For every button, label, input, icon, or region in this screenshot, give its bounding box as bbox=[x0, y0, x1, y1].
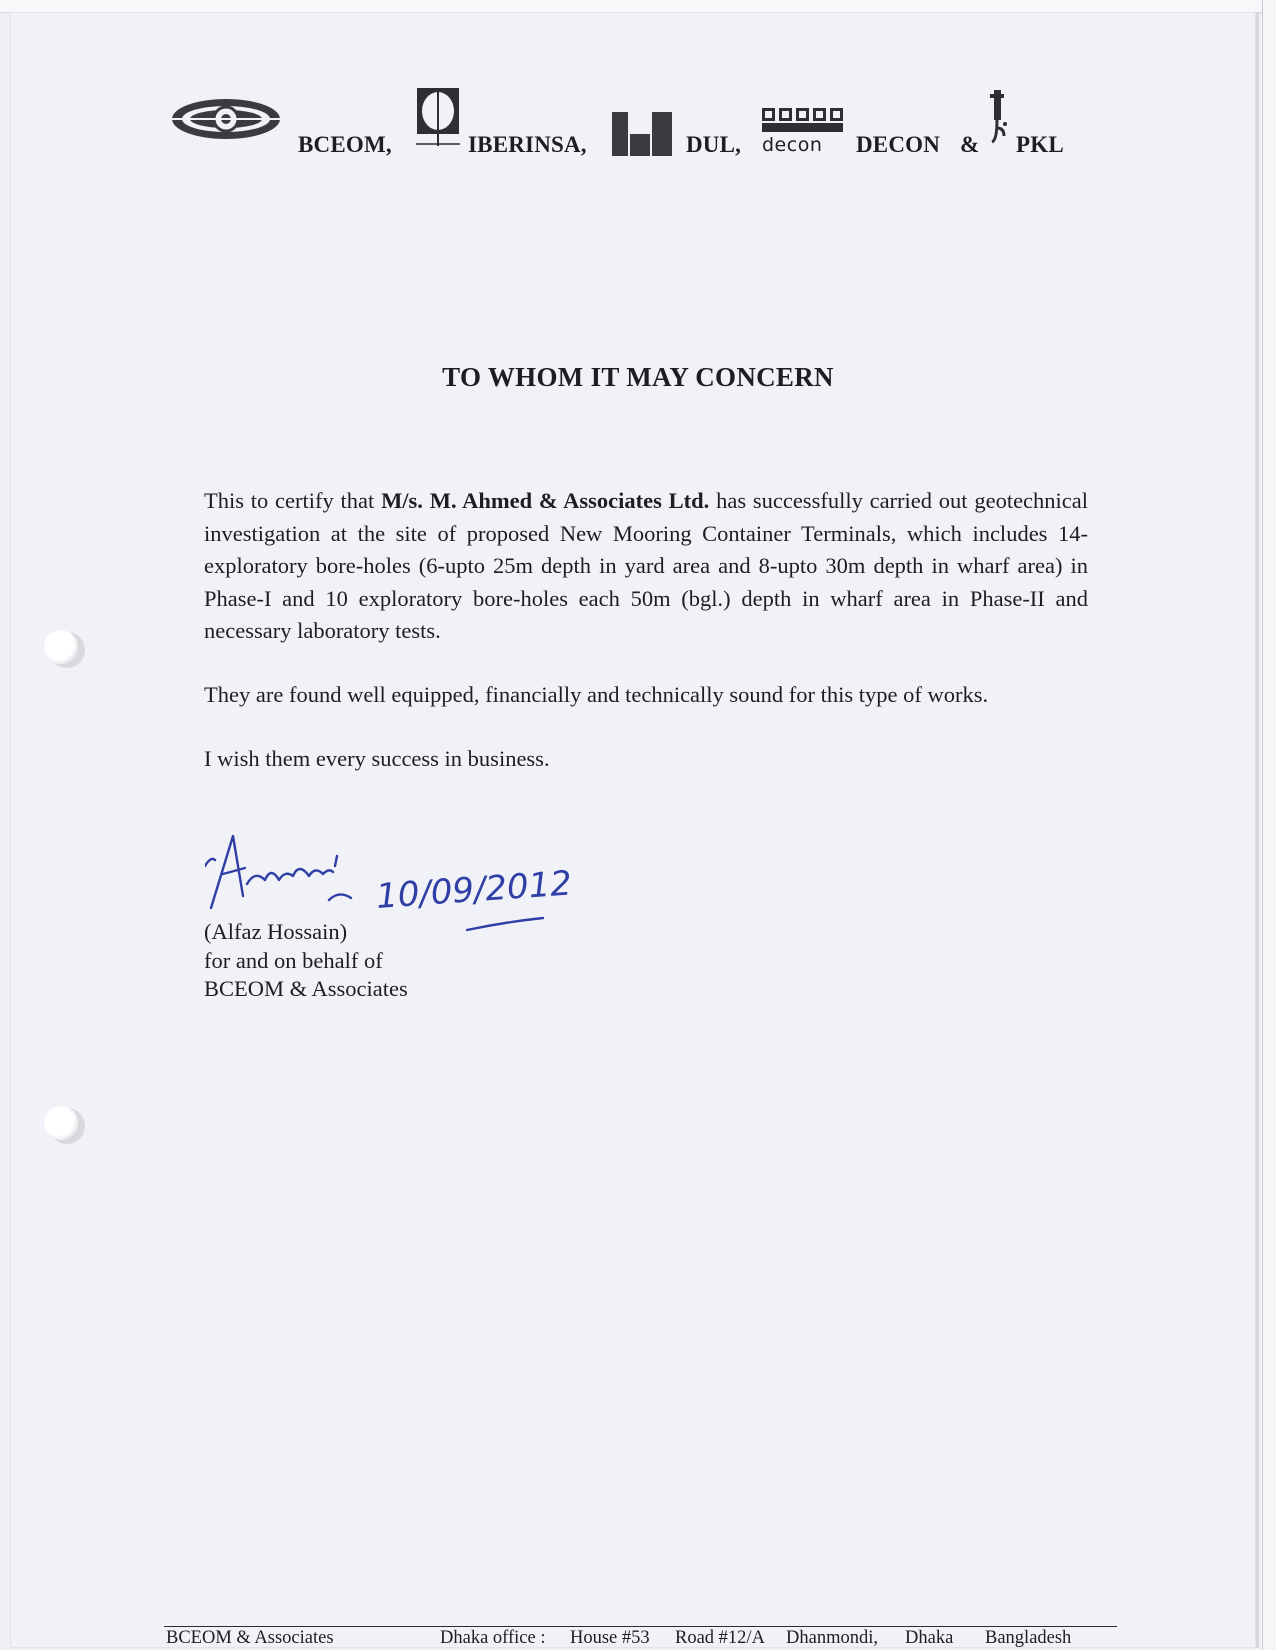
letterhead bbox=[170, 92, 1080, 172]
punch-hole-bottom bbox=[44, 1106, 78, 1140]
handwritten-date: 10/09/2012 bbox=[374, 863, 574, 917]
closing-paragraph: I wish them every success in business. bbox=[204, 746, 550, 771]
punch-hole-top bbox=[44, 630, 78, 664]
certified-company-name: M/s. M. Ahmed & Associates Ltd. bbox=[381, 488, 710, 513]
paper-right-edge bbox=[1262, 0, 1276, 1650]
signature-block bbox=[204, 918, 408, 1004]
certification-lead: This to certify that bbox=[204, 488, 375, 513]
certification-paragraph bbox=[204, 485, 1088, 648]
decon-logo-text: decon bbox=[762, 134, 823, 156]
footer-company: BCEOM & Associates bbox=[166, 1628, 334, 1648]
footer-city: Dhaka bbox=[905, 1628, 954, 1648]
letterhead-partner-dul: DUL, bbox=[686, 132, 742, 157]
document-page bbox=[10, 12, 1259, 1648]
bceom-logo-icon bbox=[170, 96, 282, 142]
footer-road: Road #12/A bbox=[675, 1628, 765, 1648]
signatory-name: (Alfaz Hossain) bbox=[204, 919, 348, 944]
footer-office-label: Dhaka office : bbox=[440, 1628, 546, 1648]
footer-house: House #53 bbox=[570, 1628, 650, 1648]
iberinsa-logo-icon bbox=[416, 88, 460, 148]
dul-logo-icon bbox=[612, 112, 672, 156]
page-title: TO WHOM IT MAY CONCERN bbox=[442, 362, 834, 392]
footer-country: Bangladesh bbox=[985, 1628, 1072, 1648]
signatory-company: BCEOM & Associates bbox=[204, 976, 408, 1001]
letterhead-ampersand: & bbox=[960, 132, 980, 157]
pkl-logo-icon bbox=[988, 90, 1010, 148]
letterhead-partner-iberinsa: IBERINSA, bbox=[468, 132, 587, 157]
letterhead-partner-pkl: PKL bbox=[1016, 132, 1064, 157]
certification-body: has successfully carried out geotechnical investigation at the site of proposed New Mooring Container Terminals, which includes 14-exploratory bore-holes (6-upto 25m depth in yard area and 8-upto 30m depth in wharf area) in Phase-I and 10 exploratory bore-holes each 50m (bgl.) depth in wharf area in Phase-II and necessary laboratory tests. bbox=[204, 488, 1089, 643]
signatory-behalf: for and on behalf of bbox=[204, 947, 383, 973]
assessment-paragraph: They are found well equipped, financially and technically sound for this type of works. bbox=[204, 682, 989, 707]
letterhead-partner-decon: DECON bbox=[856, 132, 941, 157]
letterhead-partner-bceom: BCEOM, bbox=[298, 132, 392, 157]
footer-area: Dhanmondi, bbox=[786, 1628, 878, 1648]
footer-divider bbox=[164, 1626, 1117, 1627]
